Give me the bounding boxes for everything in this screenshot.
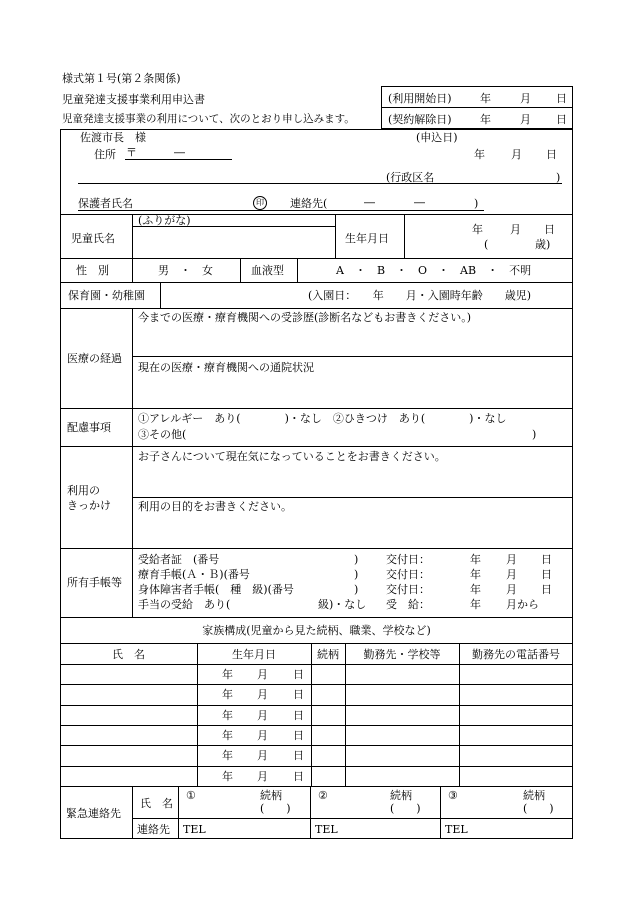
- family-birth-day: 日: [293, 749, 304, 763]
- document-year: 年: [470, 598, 481, 611]
- nursery-entry: (入園日： 年 月・入園時年齢 歳児): [308, 289, 532, 302]
- document-year: 年: [470, 568, 481, 581]
- address-label: 住所: [94, 148, 116, 161]
- document-month: 月から: [506, 598, 539, 611]
- table-row: [60, 705, 573, 725]
- emergency-name-label: 氏 名: [140, 797, 173, 810]
- row-divider: [60, 684, 573, 685]
- table-row: [60, 725, 573, 745]
- gender-label: 性 別: [76, 264, 109, 277]
- district-label: (行政区名: [386, 171, 435, 184]
- family-birth-month: 月: [257, 728, 268, 742]
- document-month: 月: [506, 553, 517, 566]
- gender-options: 男 ・ 女: [158, 264, 213, 277]
- table-row: [60, 684, 573, 704]
- family-birth-month: 月: [257, 749, 268, 763]
- document-month: 月: [506, 583, 517, 596]
- furigana-label: (ふりがな): [138, 214, 191, 227]
- document-year: 年: [470, 583, 481, 596]
- end-date-label: (契約解除日): [388, 113, 452, 126]
- family-birth-day: 日: [293, 708, 304, 722]
- documents-label: 所有手帳等: [67, 576, 122, 589]
- reason-concern-prompt: お子さんについて現在気になっていることをお書きください。: [138, 450, 446, 463]
- document-day: 日: [541, 568, 552, 581]
- family-header-birth: 生年月日: [232, 648, 276, 661]
- emergency-number: ①: [186, 789, 196, 802]
- reason-label-2: きっかけ: [67, 499, 111, 512]
- family-birth-year: 年: [222, 728, 233, 742]
- blood-label: 血液型: [251, 264, 284, 277]
- seal-mark: 印: [253, 196, 267, 210]
- medical-history-prompt: 今までの医療・療育機関への受診歴(診断名などもお書きください。): [138, 311, 472, 324]
- blood-options: A ・ B ・ O ・ AB ・ 不明: [336, 264, 532, 277]
- form-intro: 児童発達支援事業の利用について、次のとおり申し込みます。: [62, 113, 355, 125]
- table-row: [60, 745, 573, 765]
- emergency-contact-label: 連絡先: [137, 823, 170, 836]
- reason-purpose-prompt: 利用の目的をお書きください。: [138, 500, 292, 513]
- emergency-relation-label: 続柄: [390, 789, 412, 802]
- care-label: 配慮事項: [67, 421, 111, 434]
- document-name: 身体障害者手帳( 種 級)(番号: [138, 583, 294, 596]
- family-birth-year: 年: [222, 769, 233, 783]
- emergency-tel-label: TEL: [183, 823, 206, 836]
- family-birth-year: 年: [222, 749, 233, 763]
- form-number: 様式第１号(第２条関係): [62, 72, 181, 85]
- emergency-number: ②: [318, 789, 328, 802]
- document-close: ): [354, 553, 359, 566]
- emergency-relation-label: 続柄: [260, 789, 282, 802]
- document-name: 受給者証 (番号: [138, 553, 220, 566]
- emergency-relation-label: 続柄: [523, 789, 545, 802]
- form-title: 児童発達支援事業利用申込書: [62, 93, 205, 106]
- family-header-work: 勤務先・学校等: [363, 648, 441, 661]
- row-divider: [60, 745, 573, 746]
- row-divider: [60, 766, 573, 767]
- emergency-relation-paren: ( ): [523, 802, 554, 815]
- document-day: 日: [541, 583, 552, 596]
- document-year: 年: [470, 553, 481, 566]
- birth-label: 生年月日: [345, 232, 389, 245]
- document-close: 級)・なし: [318, 598, 367, 611]
- document-date-label: 受 給：: [386, 598, 430, 611]
- family-header-relation: 続柄: [317, 648, 339, 661]
- care-line2: ③その他(: [138, 428, 187, 441]
- row-divider: [60, 725, 573, 726]
- document-name: 療育手帳(Ａ・Ｂ)(番号: [138, 568, 250, 581]
- document-date-label: 交付日：: [386, 553, 430, 566]
- family-birth-month: 月: [257, 708, 268, 722]
- start-date-label: (利用開始日): [388, 92, 452, 105]
- family-birth-year: 年: [222, 668, 233, 681]
- document-date-label: 交付日：: [386, 583, 430, 596]
- document-close: ): [354, 583, 359, 596]
- family-birth-month: 月: [257, 688, 268, 702]
- family-birth-year: 年: [222, 688, 233, 702]
- postal-mark: 〒: [126, 146, 137, 159]
- emergency-relation-paren: ( ): [260, 802, 291, 815]
- application-date-label: (申込日): [416, 131, 458, 144]
- emergency-label: 緊急連絡先: [66, 807, 121, 820]
- addressee: 佐渡市長 様: [80, 131, 146, 144]
- document-day: 日: [541, 553, 552, 566]
- family-birth-month: 月: [257, 668, 268, 681]
- document-close: ): [354, 568, 359, 581]
- emergency-number: ③: [448, 789, 458, 802]
- family-birth-day: 日: [293, 728, 304, 742]
- document-date-label: 交付日：: [386, 568, 430, 581]
- family-birth-day: 日: [293, 769, 304, 783]
- emergency-tel-label: TEL: [315, 823, 338, 836]
- reason-label-1: 利用の: [67, 484, 100, 497]
- family-title: 家族構成(児童から見た続柄、職業、学校など): [202, 624, 431, 637]
- document-name: 手当の受給 あり(: [138, 598, 231, 611]
- family-birth-month: 月: [257, 769, 268, 783]
- nursery-label: 保育園・幼稚園: [68, 289, 145, 302]
- emergency-tel-label: TEL: [445, 823, 468, 836]
- row-divider: [60, 705, 573, 706]
- child-name-label: 児童氏名: [71, 232, 115, 245]
- medical-current-prompt: 現在の医療・療育機関への通院状況: [138, 361, 314, 374]
- emergency-relation-paren: ( ): [390, 802, 421, 815]
- table-row: [60, 664, 573, 684]
- document-month: 月: [506, 568, 517, 581]
- family-birth-year: 年: [222, 708, 233, 722]
- medical-label: 医療の経過: [67, 352, 122, 365]
- family-birth-day: 日: [293, 668, 304, 681]
- table-row: [60, 766, 573, 786]
- guardian-label: 保護者氏名: [78, 197, 133, 210]
- contact-label: 連絡先(: [290, 197, 328, 210]
- family-header-phone: 勤務先の電話番号: [472, 648, 560, 661]
- family-header-name: 氏 名: [112, 648, 145, 661]
- care-line1: ①アレルギー あり( )・なし ②ひきつけ あり( )・なし: [138, 412, 507, 425]
- family-birth-day: 日: [293, 688, 304, 702]
